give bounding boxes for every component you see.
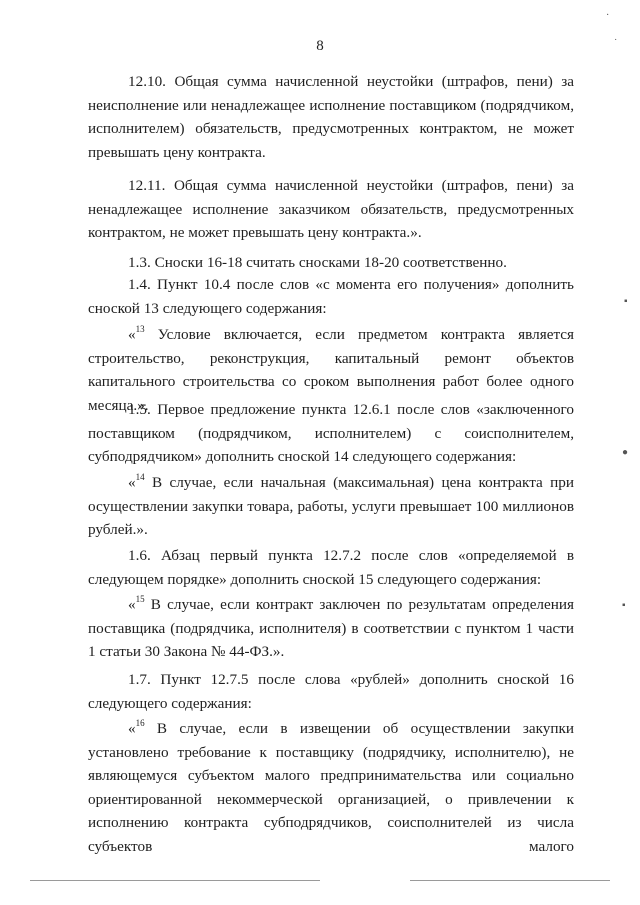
- scan-edge-line: [410, 880, 610, 881]
- quote-open: «: [128, 474, 136, 491]
- footnote-15-text: [88, 593, 574, 664]
- footnote-marker-13: 13: [135, 323, 145, 334]
- footnote-14-body: В случае, если начальная (максимальная) цена контракта при осуществлении закупки товара, работы, услуги превышает 100 миллионов рублей.».: [88, 474, 574, 538]
- paragraph-1-6: 1.6. Абзац первый пункта 12.7.2 после слов «определяемой в следующем порядке» дополнить сноской 15 следующего содержания:: [88, 547, 574, 588]
- footnote-15-body: В случае, если контракт заключен по результатам определения поставщика (подрядчика, исполнителя) в соответствии с пунктом 1 части 1 статьи 30 Закона № 44-ФЗ.».: [88, 596, 574, 660]
- paragraph-12-11: 12.11. Общая сумма начисленной неустойки (штрафов, пени) за ненадлежащее исполнение заказчиком обязательств, предусмотренных контрактом, не может превышать цену контракта.».: [88, 177, 574, 241]
- scan-speck: ·: [606, 10, 610, 21]
- paragraph-1-5: 1.5. Первое предложение пункта 12.6.1 после слов «заключенного поставщиком (подрядчиком, исполнителем) с соисполнителем, субподрядчиком» дополнить сноской 14 следующего содержания:: [88, 401, 574, 465]
- footnote-16-text: [88, 717, 574, 858]
- footnote-14-text: [88, 471, 574, 542]
- scan-speck: ▪: [624, 296, 628, 307]
- quote-open: «: [128, 720, 136, 737]
- quote-open: «: [128, 596, 136, 613]
- quote-open: «: [128, 326, 136, 343]
- footnote-marker-15: 15: [135, 593, 145, 604]
- scan-edge-line: [30, 880, 320, 881]
- scan-speck: ●: [622, 447, 629, 458]
- paragraph-1-3: 1.3. Сноски 16-18 считать сносками 18-20 соответственно.: [128, 254, 507, 271]
- footnote-marker-14: 14: [135, 471, 145, 482]
- footnote-13-body: Условие включается, если предметом контракта является строительство, реконструкция, капитальный ремонт объектов капитального строительства со сроком выполнения работ более одного месяца.».: [88, 326, 574, 414]
- scan-speck: ˙: [614, 38, 618, 49]
- page-number: 8: [316, 38, 324, 54]
- paragraph-1-4: 1.4. Пункт 10.4 после слов «с момента его получения» дополнить сноской 13 следующего содержания:: [88, 276, 574, 317]
- scan-speck: ▪: [622, 600, 626, 611]
- paragraph-1-7: 1.7. Пункт 12.7.5 после слова «рублей» дополнить сноской 16 следующего содержания:: [88, 671, 574, 712]
- paragraph-12-10: 12.10. Общая сумма начисленной неустойки (штрафов, пени) за неисполнение или ненадлежащее исполнение поставщиком (подрядчиком, исполнителем) обязательств, предусмотренных контрактом, не может превышать цену контракта.: [88, 73, 574, 161]
- footnote-marker-16: 16: [135, 717, 145, 728]
- footnote-16-body: В случае, если в извещении об осуществлении закупки установлено требование к поставщику (подрядчику, исполнителю), не являющемуся субъектом малого предпринимательства или социально ориентированной некоммерческой организацией, о привлечении к исполнению контракта субподрядчиков, соисполнителей из числа субъектов малого: [88, 720, 574, 855]
